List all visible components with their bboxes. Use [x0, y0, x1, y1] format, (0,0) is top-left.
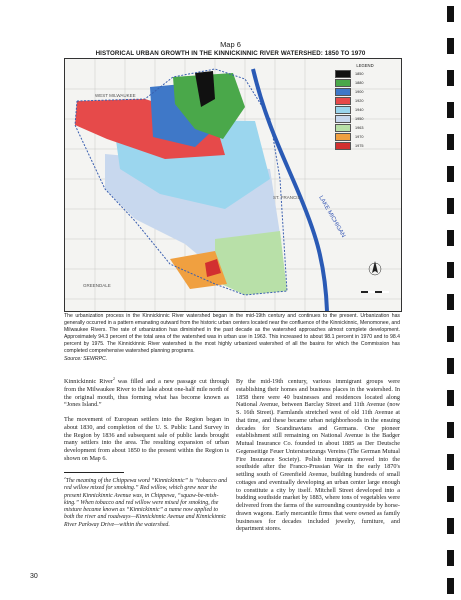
place-label-greendale: GREENDALE	[83, 283, 111, 288]
legend-list	[335, 70, 395, 150]
edge-mark	[447, 166, 454, 182]
legend-swatch	[335, 124, 351, 132]
footnote	[64, 478, 229, 529]
map-legend	[335, 63, 395, 151]
area-1963	[215, 231, 287, 295]
legend-label: 1975	[355, 144, 364, 148]
edge-mark	[447, 486, 454, 502]
legend-title: LEGEND	[356, 63, 374, 68]
edge-mark	[447, 6, 454, 22]
legend-item	[335, 88, 395, 96]
edge-mark	[447, 518, 454, 534]
paragraph-jones-island	[64, 378, 229, 409]
scale-bar	[361, 291, 389, 293]
lake-label: LAKE MICHIGAN	[317, 195, 346, 239]
caption-text: The urbanization process in the Kinnickinnic River watershed began in the mid-19th century and continues to the present. Urbanization has generally occurred in a pattern emanating outward from the historic urban centers located near the confluence of the Kinnickinnic, Menomonee, and Milwaukee Rivers. The rate of urbanization has diminished in the past decade as the watershed approaches almost complete development. Approximately 94.3 percent of the total area of the watershed was in urban use in 1963. This increased to about 98.1 percent in 1970 and to 98.4 percent by 1975. The Kinnickinnic River watershed is the most highly urbanized watershed of all the basins for which the Commission has completed comprehensive watershed planning programs.	[64, 313, 400, 355]
legend-label: 1970	[355, 135, 364, 139]
edge-mark	[447, 262, 454, 278]
edge-mark	[447, 198, 454, 214]
paragraph-text: Kinnickinnic River	[64, 378, 113, 385]
edge-mark	[447, 134, 454, 150]
legend-swatch	[335, 142, 351, 150]
legend-swatch	[335, 133, 351, 141]
place-label-st-francis: ST. FRANCIS	[273, 195, 301, 200]
legend-item	[335, 142, 395, 150]
footnote-text: The meaning of the Chippewa word “Kinnickinnic” is “tobacco and red willow mixed for smoking.” Red willow, which grew near the present Kinnickinnic Avenue was, in Chippewa, “squaw-be-mish-king.” When tobacco and red willow were mixed for smoking, the mixture became known as “Kinnickinnic” a name now applied to both the river and roadways—Kinnickinnic Avenue and Kinnickinnic River Parkway Drive—within the watershed.	[64, 478, 228, 528]
edge-mark	[447, 358, 454, 374]
legend-item	[335, 106, 395, 114]
legend-item	[335, 79, 395, 87]
legend-swatch	[335, 70, 351, 78]
legend-swatch	[335, 106, 351, 114]
legend-swatch	[335, 79, 351, 87]
paragraph-immigrants: By the mid-19th century, various immigrant groups were establishing their homes and business places in the watershed. In 1858 there were 40 businesses and residences located along National Avenue, between Barclay Street and 11th Avenue (now S. 16th Street). Farmlands stretched west of old 11th Avenue at that time, and these became urban neighborhoods in the ensuing decades for Scandinavians and Germans. One pioneer establishment still remaining on National Avenue is the Badger Mutual Insurance Co. founded in about 1885 as Der Deutsche Gegenseitige Feuer Unterstuetzungs Vereins (The German Mutual Fire Insurance Society). Polish immigrants moved into the southside after the Franco-Prussian War in the early 1870's settling south of Greenfield Avenue, building hundreds of small cottages and eventually developing an urban center large enough to constitute a city by itself. Mitchell Street developed into a budding southside market by 1883, where tons of vegetables were delivered from the farms of the surrounding countryside by horse-drawn wagons. Early mercantile firms that were owned as family businesses for decades included jewelry, furniture, and department stores.	[236, 378, 400, 533]
legend-swatch	[335, 115, 351, 123]
legend-label: 1940	[355, 108, 364, 112]
legend-label: 1963	[355, 126, 364, 130]
legend-item	[335, 115, 395, 123]
page-number: 30	[30, 573, 38, 580]
edge-mark	[447, 38, 454, 54]
legend-label: 1900	[355, 90, 364, 94]
watershed-map	[64, 58, 402, 312]
north-arrow	[369, 261, 381, 275]
legend-item	[335, 133, 395, 141]
footnote-rule	[64, 472, 124, 473]
legend-swatch	[335, 88, 351, 96]
footnote-marker: 2	[64, 476, 66, 481]
edge-mark	[447, 390, 454, 406]
map-number: Map 6	[220, 40, 241, 49]
right-column	[236, 378, 400, 540]
legend-item	[335, 124, 395, 132]
caption-source: Source: SEWRPC.	[64, 355, 108, 362]
edge-mark	[447, 422, 454, 438]
edge-mark	[447, 578, 454, 594]
left-column	[64, 378, 229, 470]
edge-mark	[447, 102, 454, 118]
edge-mark	[447, 230, 454, 246]
legend-label: 1850	[355, 72, 364, 76]
edge-mark	[447, 454, 454, 470]
legend-label: 1950	[355, 117, 364, 121]
legend-item	[335, 97, 395, 105]
map-title: HISTORICAL URBAN GROWTH IN THE KINNICKINNIC RIVER WATERSHED: 1850 TO 1970	[95, 50, 366, 57]
legend-label: 1920	[355, 99, 364, 103]
map-caption	[64, 313, 400, 363]
paragraph-settlers: The movement of European settlers into the Region began in about 1830, and completion of the U. S. Public Land Survey in the Region by 1836 and subsequent sale of public lands brought many settlers into the area. The resulting expansion of urban development from about 1850 to the present within the Region is shown on Map 6.	[64, 416, 229, 462]
place-label-west-milwaukee: WEST MILWAUKEE	[95, 93, 136, 98]
edge-mark	[447, 294, 454, 310]
legend-swatch	[335, 97, 351, 105]
paragraph-text: was filled and a new passage cut through from the Milwaukee River to the lake about one-half mile north of the original mouth, thus forming what has become known as “Jones Island.”	[64, 378, 229, 409]
legend-item	[335, 70, 395, 78]
edge-mark	[447, 550, 454, 566]
edge-mark	[447, 326, 454, 342]
edge-mark	[447, 70, 454, 86]
footnote-ref: 2	[112, 376, 115, 381]
legend-label: 1880	[355, 81, 364, 85]
